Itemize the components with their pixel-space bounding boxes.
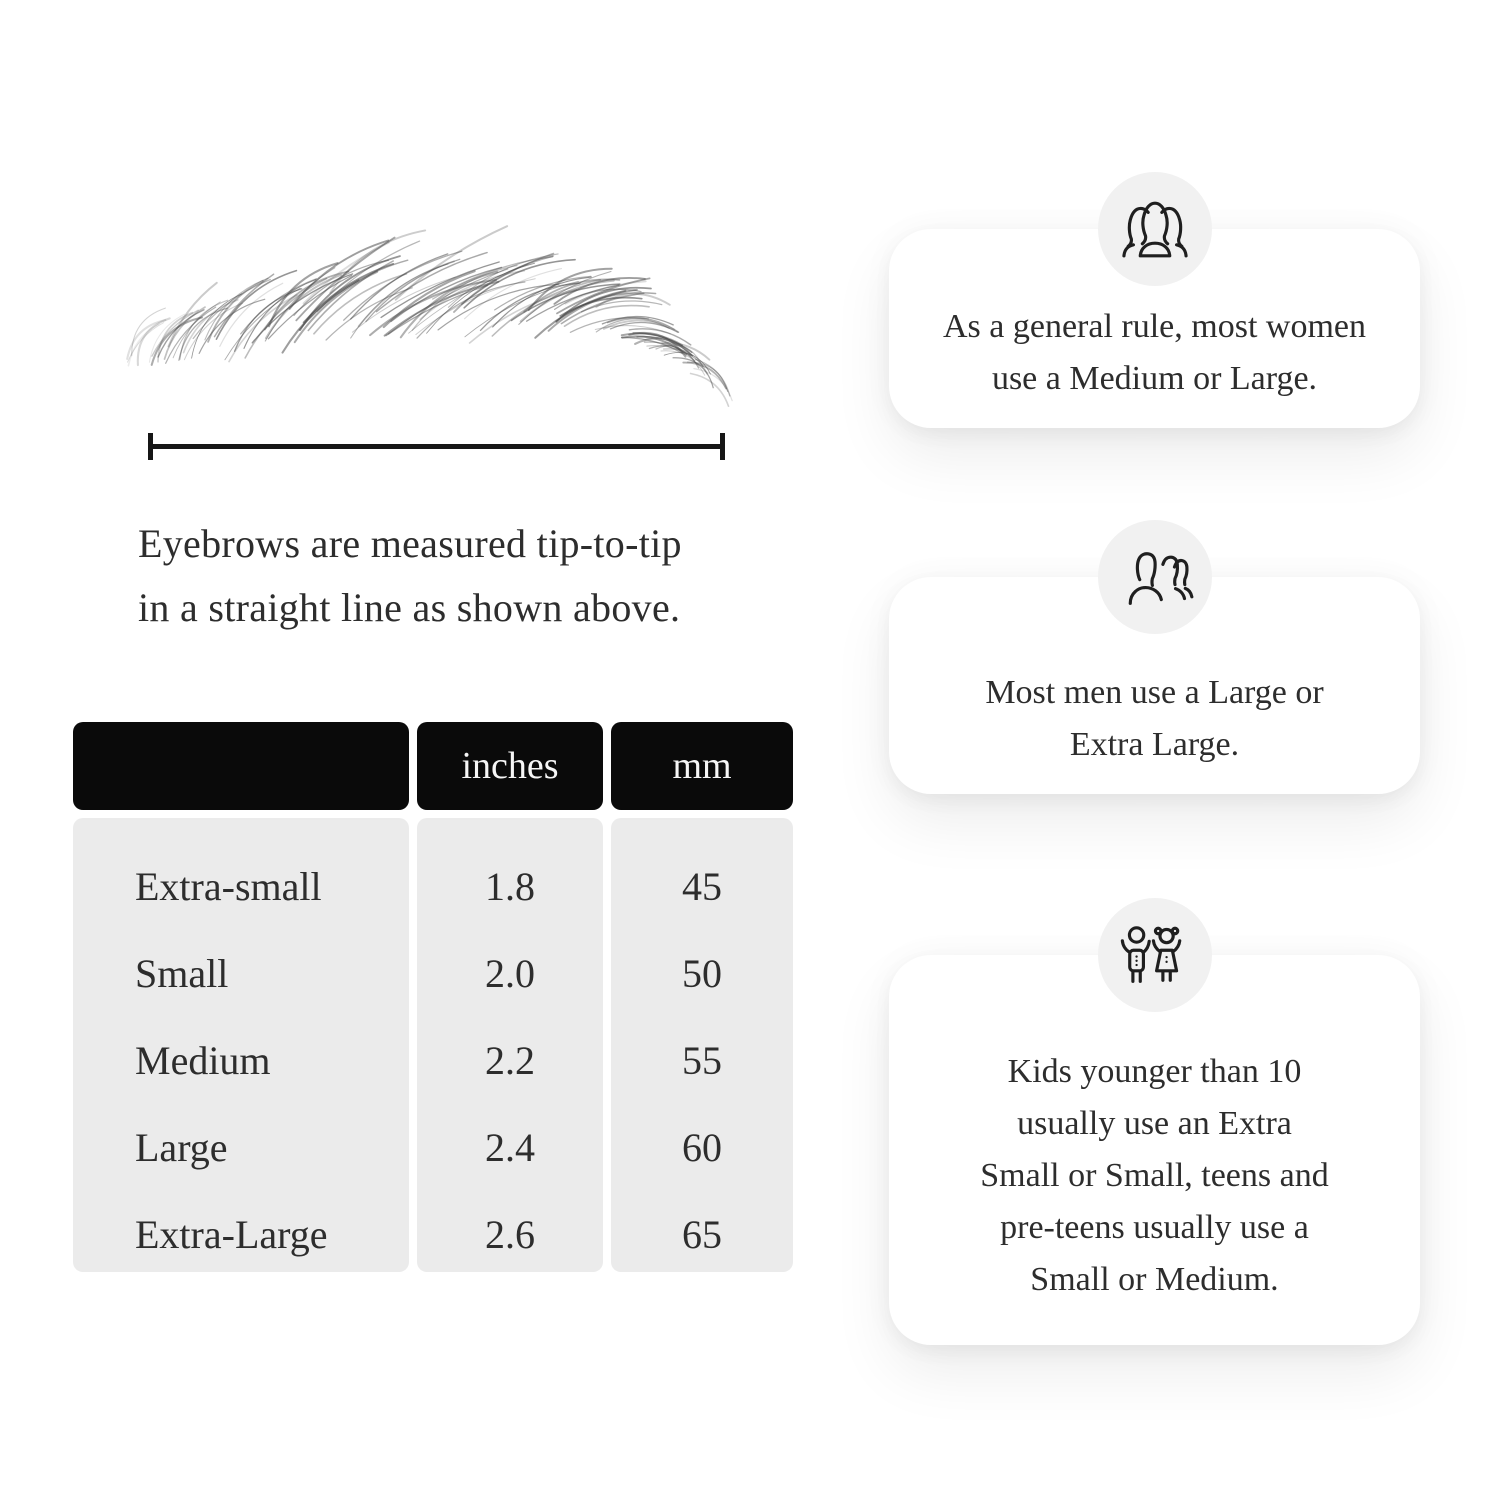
- table-column-size: [73, 818, 409, 1272]
- table-cell-size: Extra-small: [135, 864, 322, 909]
- table-cell-mm: 65: [682, 1212, 722, 1257]
- women-group-icon: [1115, 195, 1195, 263]
- card-text-line: Extra Large.: [1069, 726, 1240, 763]
- table-cell-mm: 45: [682, 864, 722, 909]
- caption-line: Eyebrows are measured tip-to-tip: [138, 521, 682, 566]
- size-table: [73, 722, 793, 1272]
- icon-circle: [1098, 898, 1212, 1012]
- children-icon: [1115, 921, 1195, 989]
- table-cell-inches: 2.0: [485, 951, 535, 996]
- card-women: [889, 229, 1420, 428]
- card-text: [889, 667, 1420, 771]
- card-text-line: Small or Small, teens and: [980, 1157, 1329, 1194]
- table-cell-size: Large: [135, 1125, 228, 1170]
- measurement-tick-right: [720, 433, 725, 460]
- table-header-mm: mm: [611, 722, 793, 810]
- table-cell-inches: 2.2: [485, 1038, 535, 1083]
- table-cell-mm: 55: [682, 1038, 722, 1083]
- card-text-line: pre-teens usually use a: [1000, 1209, 1309, 1246]
- caption-line: in a straight line as shown above.: [138, 585, 681, 630]
- card-text-line: Small or Medium.: [1030, 1261, 1279, 1298]
- table-cell-size: Extra-Large: [135, 1212, 328, 1257]
- table-header-size: [73, 722, 409, 810]
- table-cell-mm: 60: [682, 1125, 722, 1170]
- table-column-mm: [611, 818, 793, 1272]
- icon-circle: [1098, 520, 1212, 634]
- table-cell-mm: 50: [682, 951, 722, 996]
- card-text: [889, 301, 1420, 405]
- card-text-line: use a Medium or Large.: [991, 360, 1318, 397]
- men-group-icon: [1115, 543, 1195, 611]
- table-header-inches: inches: [417, 722, 603, 810]
- measurement-caption: [138, 512, 798, 640]
- card-text-line: As a general rule, most women: [943, 308, 1366, 345]
- measurement-tick-left: [148, 433, 153, 460]
- card-text-line: Most men use a Large or: [985, 674, 1324, 711]
- table-cell-inches: 2.4: [485, 1125, 535, 1170]
- measurement-line: [148, 444, 725, 449]
- card-men: [889, 577, 1420, 794]
- table-cell-inches: 1.8: [485, 864, 535, 909]
- card-text-line: Kids younger than 10: [1007, 1053, 1302, 1090]
- table-cell-size: Small: [135, 951, 229, 996]
- table-cell-inches: 2.6: [485, 1212, 535, 1257]
- card-text-line: usually use an Extra: [1017, 1105, 1292, 1142]
- eyebrow-illustration: [126, 252, 736, 417]
- card-text: [889, 1046, 1420, 1306]
- table-column-inches: [417, 818, 603, 1272]
- card-kids: [889, 955, 1420, 1345]
- table-cell-size: Medium: [135, 1038, 271, 1083]
- icon-circle: [1098, 172, 1212, 286]
